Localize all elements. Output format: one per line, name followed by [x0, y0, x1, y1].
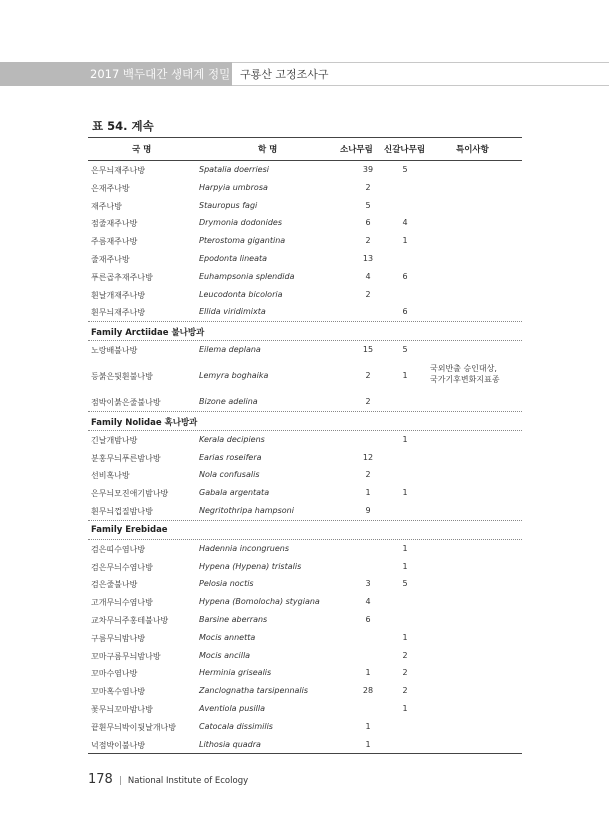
pine-count: 2	[365, 470, 371, 480]
oak-count: 1	[402, 434, 408, 444]
scientific-name: Drymonia dodonides	[199, 218, 283, 228]
scientific-name: Mocis annetta	[199, 632, 256, 642]
oak-count: 2	[402, 668, 408, 678]
scientific-name: Lithosia quadra	[199, 739, 261, 749]
table-row	[88, 393, 522, 411]
table-row	[88, 558, 522, 576]
korean-name: 흰날개재주나방	[91, 290, 146, 300]
korean-name: 꼬마혹수염나방	[91, 687, 146, 697]
korean-name: 검은줄불나방	[91, 580, 138, 590]
scientific-name: Kerala decipiens	[199, 434, 265, 444]
table-row	[88, 700, 522, 718]
species-table	[88, 137, 522, 754]
korean-name: 재주나방	[91, 201, 122, 211]
scientific-name: Pelosia noctis	[199, 579, 254, 589]
family-header	[88, 411, 522, 431]
scientific-name: Pterostoma gigantina	[199, 236, 286, 246]
korean-name: 교차무늬주홍테불나방	[91, 615, 169, 625]
korean-name: 은재주나방	[91, 183, 130, 193]
korean-name: 넉점박이불나방	[91, 740, 146, 750]
oak-count: 2	[402, 686, 408, 696]
oak-count: 5	[402, 579, 408, 589]
pine-count: 2	[365, 289, 371, 299]
scientific-name: Herminia grisealis	[199, 668, 272, 678]
table-row	[88, 232, 522, 250]
korean-name: 푸른곱추재주나방	[91, 272, 153, 282]
scientific-name: Nola confusalis	[199, 470, 260, 480]
oak-count: 4	[402, 218, 408, 228]
table-row	[88, 161, 522, 179]
scientific-name: Hypena (Hypena) tristalis	[199, 561, 302, 571]
pine-count: 13	[362, 253, 374, 263]
korean-name: 등붉은뒷흰불나방	[91, 371, 153, 381]
remark-line: 국외반출 승인대상,	[430, 363, 497, 373]
pine-count: 28	[362, 686, 374, 696]
pine-count: 1	[365, 721, 371, 731]
korean-name: 흰무늬껍질밤나방	[91, 506, 153, 516]
table-row	[88, 664, 522, 682]
table-row	[88, 250, 522, 268]
col-pine-forest: 소나무림	[340, 145, 373, 155]
page-number: 178	[88, 772, 113, 787]
report-title: 2017 백두대간 생태계 정밀조사	[0, 62, 232, 86]
scientific-name: Earias roseifera	[199, 452, 262, 462]
table-row	[88, 466, 522, 484]
table-row	[88, 611, 522, 629]
family-header	[88, 321, 522, 341]
pine-count: 6	[365, 614, 371, 624]
table-caption: 표 54. 계속	[92, 119, 154, 133]
footer-organization: National Institute of Ecology	[127, 776, 249, 786]
pine-count: 1	[365, 739, 371, 749]
table-row	[88, 179, 522, 197]
scientific-name: Epodonta lineata	[199, 253, 268, 263]
table-row	[88, 303, 522, 321]
table-row	[88, 286, 522, 304]
col-oak-forest: 신갈나무림	[384, 145, 426, 155]
korean-name: 점줄재주나방	[91, 219, 138, 229]
remark-line: 국가기후변화지표종	[430, 374, 500, 384]
footer-separator: |	[118, 776, 122, 786]
table-row	[88, 449, 522, 467]
family-name: Family Arctiidae 불나방과	[91, 328, 205, 339]
oak-count: 5	[402, 165, 408, 174]
oak-count: 5	[402, 345, 408, 355]
oak-count: 1	[402, 370, 408, 380]
oak-count: 6	[402, 271, 408, 281]
korean-name: 구름무늬밤나방	[91, 633, 146, 643]
oak-count: 6	[402, 307, 408, 317]
pine-count: 4	[365, 597, 371, 607]
scientific-name: Harpyia umbrosa	[199, 182, 268, 192]
korean-name: 긴날개밤나방	[91, 435, 138, 445]
table-row	[88, 197, 522, 215]
korean-name: 은무늬재주나방	[91, 166, 146, 175]
scientific-name: Leucodonta bicoloria	[199, 289, 283, 299]
scientific-name: Barsine aberrans	[199, 614, 268, 624]
table-row	[88, 629, 522, 647]
table-row	[88, 268, 522, 286]
scientific-name: Lemyra boghaika	[199, 370, 269, 380]
page-footer	[88, 772, 248, 787]
table-row	[88, 431, 522, 449]
korean-name: 주름재주나방	[91, 237, 138, 247]
pine-count: 1	[365, 488, 371, 498]
table-row	[88, 341, 522, 359]
scientific-name: Negritothripa hampsoni	[199, 505, 294, 515]
oak-count: 2	[402, 650, 408, 660]
family-name: Family Nolidae 혹나방과	[91, 417, 198, 428]
table-body	[88, 161, 522, 754]
korean-name: 점박이붉은줄불나방	[91, 397, 161, 407]
pine-count: 9	[365, 505, 371, 515]
col-korean-name: 국 명	[132, 145, 152, 155]
scientific-name: Spatalia doerriesi	[199, 165, 269, 174]
pine-count: 15	[362, 345, 374, 355]
pine-count: 4	[365, 271, 371, 281]
scientific-name: Catocala dissimilis	[199, 721, 273, 731]
scientific-name: Ellida viridimixta	[199, 307, 266, 317]
scientific-name: Hypena (Bomolocha) stygiana	[199, 597, 320, 607]
korean-name: 분홍무늬푸른밤나방	[91, 453, 161, 463]
korean-name: 노랑배불나방	[91, 346, 138, 356]
running-header	[0, 62, 609, 105]
pine-count: 5	[365, 200, 371, 210]
oak-count: 1	[402, 703, 408, 713]
scientific-name: Gabala argentata	[199, 488, 270, 498]
family-header	[88, 520, 522, 540]
scientific-name: Euhampsonia splendida	[199, 271, 295, 281]
oak-count: 1	[402, 632, 408, 642]
scientific-name: Hadennia incongruens	[199, 543, 289, 553]
korean-name: 꼬마수염나방	[91, 669, 138, 679]
table-row	[88, 647, 522, 665]
section-title: 구룡산 고정조사구	[232, 62, 609, 86]
pine-count: 39	[362, 165, 374, 174]
table-row	[88, 214, 522, 232]
oak-count: 1	[402, 488, 408, 498]
scientific-name: Stauropus fagi	[199, 200, 258, 210]
oak-count: 1	[402, 543, 408, 553]
table-row	[88, 540, 522, 558]
pine-count: 6	[365, 218, 371, 228]
korean-name: 검은띠수염나방	[91, 544, 146, 554]
table-row	[88, 718, 522, 736]
table-row	[88, 359, 522, 393]
korean-name: 꼬마구름무늬밤나방	[91, 651, 161, 661]
oak-count: 1	[402, 561, 408, 571]
scientific-name: Aventiola pusilla	[199, 703, 266, 713]
oak-count: 1	[402, 236, 408, 246]
korean-name: 은무늬모진애기밤나방	[91, 489, 169, 499]
korean-name: 끝흰무늬박이뒷날개나방	[91, 722, 177, 732]
korean-name: 고개무늬수염나방	[91, 598, 153, 608]
korean-name: 선비혹나방	[91, 471, 130, 481]
table-row	[88, 682, 522, 700]
col-scientific-name: 학 명	[258, 145, 278, 155]
scientific-name: Eilema deplana	[199, 345, 261, 355]
pine-count: 2	[365, 182, 371, 192]
table-row	[88, 502, 522, 520]
pine-count: 2	[365, 236, 371, 246]
table-header	[88, 137, 522, 161]
family-name: Family Erebidae	[91, 524, 168, 535]
table-row	[88, 484, 522, 502]
pine-count: 2	[365, 396, 371, 406]
table-row	[88, 593, 522, 611]
pine-count: 12	[362, 452, 374, 462]
korean-name: 꽃무늬꼬마밤나방	[91, 704, 153, 714]
table-row	[88, 575, 522, 593]
remarks	[430, 363, 500, 385]
scientific-name: Zanclognatha tarsipennalis	[199, 686, 309, 696]
korean-name: 흰무늬재주나방	[91, 308, 146, 318]
pine-count: 3	[365, 579, 371, 589]
col-remarks: 특이사항	[456, 145, 489, 155]
pine-count: 1	[365, 668, 371, 678]
scientific-name: Bizone adelina	[199, 396, 258, 406]
table-row	[88, 736, 522, 755]
scientific-name: Mocis ancilla	[199, 650, 251, 660]
korean-name: 검은무늬수염나방	[91, 562, 153, 572]
korean-name: 줄재주나방	[91, 254, 130, 264]
pine-count: 2	[365, 370, 371, 380]
